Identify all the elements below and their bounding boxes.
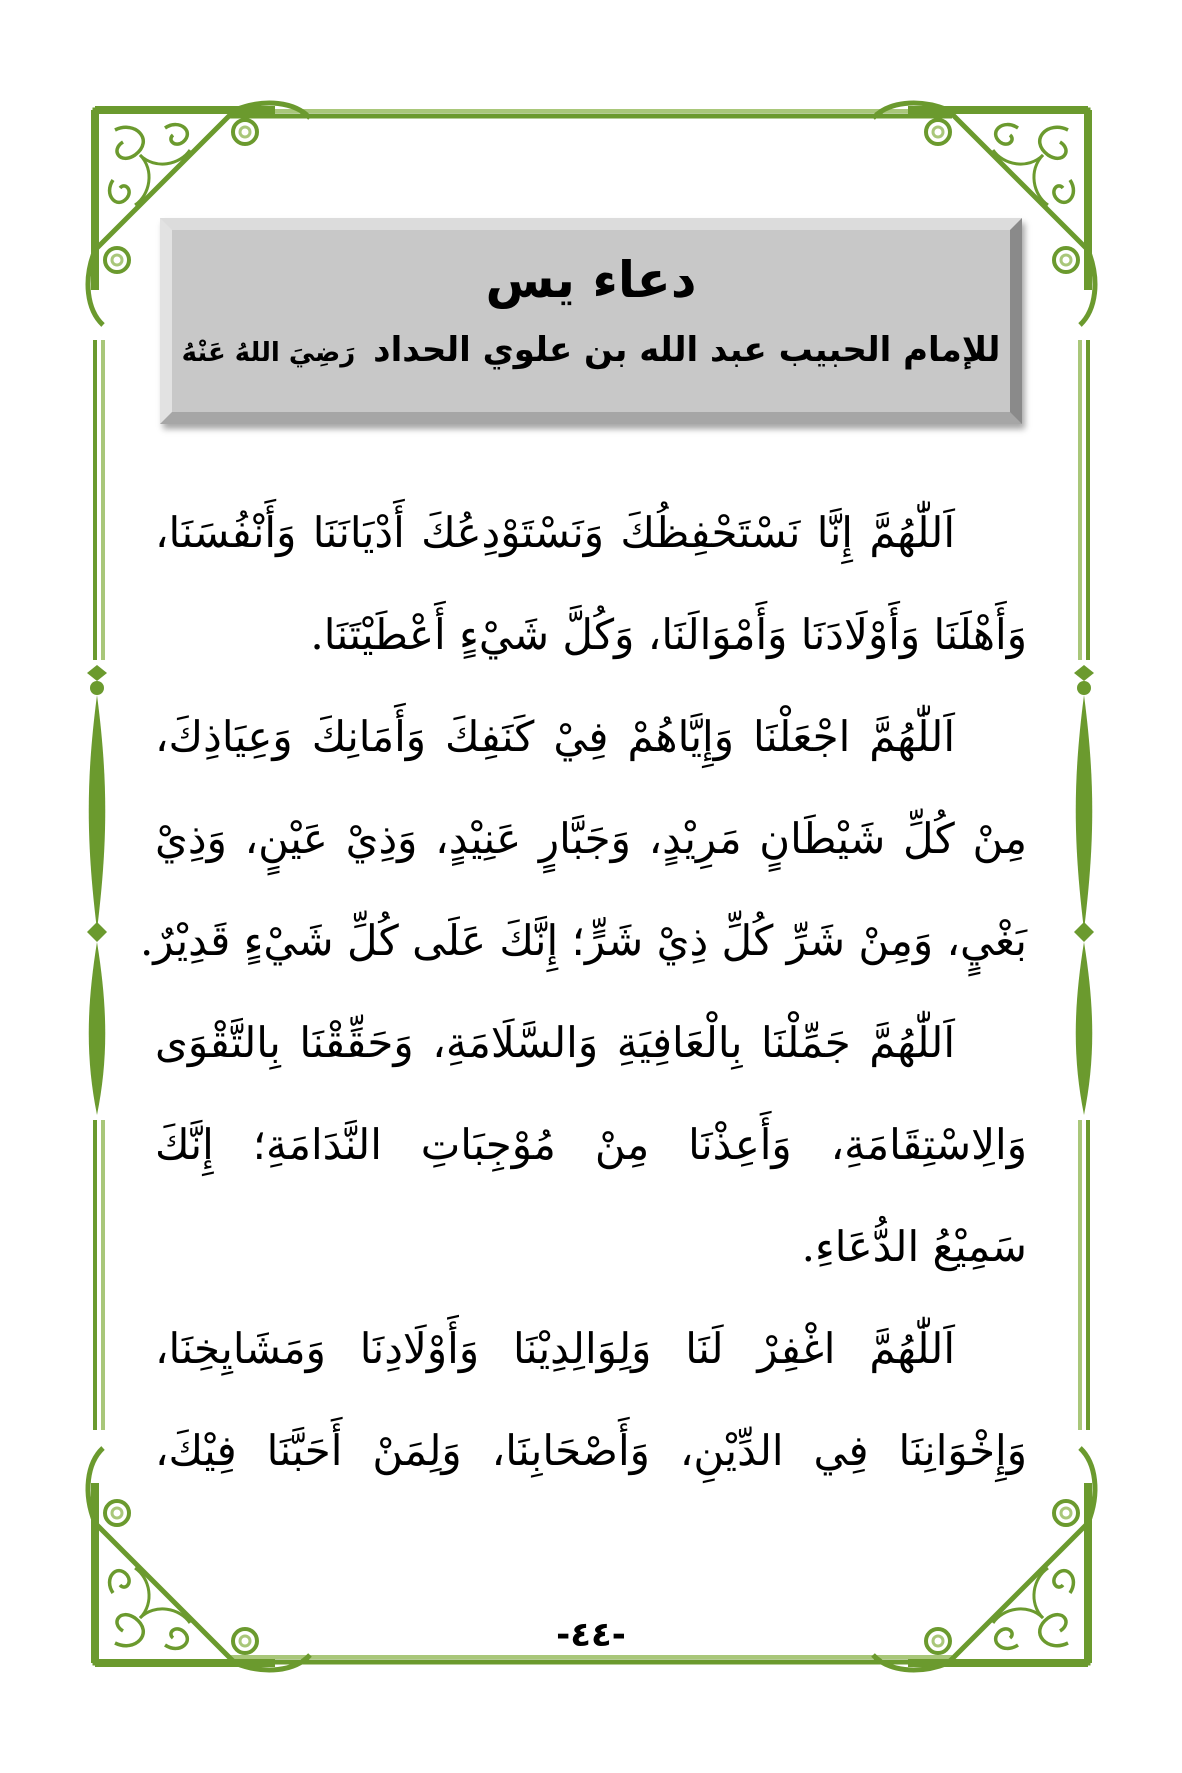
honorific-phrase: رَضِيَ اللهُ عَنْهُ	[181, 338, 356, 368]
page-title: دعاء يس	[485, 251, 697, 309]
text-line: اَللّٰهُمَّ اجْعَلْنَا وَإِيَّاهُمْ فِيْ كَنَفِكَ وَأَمَانِكَ وَعِيَاذِكَ،	[155, 712, 955, 761]
text-line: سَمِيْعُ الدُّعَاءِ.	[801, 1222, 1027, 1271]
page-number: -٤٤-	[556, 1615, 626, 1655]
supplication-text	[139, 482, 1027, 1502]
text-line: بَغْيٍ، وَمِنْ شَرِّ كُلِّ ذِيْ شَرٍّ؛ إِنَّكَ عَلَى كُلِّ شَيْءٍ قَدِيْرٌ.	[139, 916, 1027, 965]
text-line: اَللّٰهُمَّ اغْفِرْ لَنَا وَلِوَالِدِيْنَا وَأَوْلَادِنَا وَمَشَايِخِنَا،	[155, 1324, 955, 1373]
author-attribution	[172, 326, 1010, 377]
author-name: للإمام الحبيب عبد الله بن علوي الحداد	[373, 330, 1001, 370]
text-line: مِنْ كُلِّ شَيْطَانٍ مَرِيْدٍ، وَجَبَّارٍ عَنِيْدٍ، وَذِيْ عَيْنٍ، وَذِيْ	[155, 814, 1027, 863]
text-line: وَالِاسْتِقَامَةِ، وَأَعِذْنَا مِنْ مُوْجِبَاتِ النَّدَامَةِ؛ إِنَّكَ	[155, 1120, 1027, 1169]
text-line: اَللّٰهُمَّ جَمِّلْنَا بِالْعَافِيَةِ وَالسَّلَامَةِ، وَحَقِّقْنَا بِالتَّقْوَى	[155, 1018, 955, 1067]
title-banner	[160, 218, 1022, 424]
text-line: وَإِخْوَانِنَا فِي الدِّيْنِ، وَأَصْحَابِنَا، وَلِمَنْ أَحَبَّنَا فِيْكَ،	[155, 1426, 1027, 1475]
text-line: اَللّٰهُمَّ إِنَّا نَسْتَحْفِظُكَ وَنَسْتَوْدِعُكَ أَدْيَانَنَا وَأَنْفُسَنَا،	[155, 508, 955, 557]
text-line: وَأَهْلَنَا وَأَوْلَادَنَا وَأَمْوَالَنَا، وَكُلَّ شَيْءٍ أَعْطَيْتَنَا.	[310, 610, 1027, 659]
